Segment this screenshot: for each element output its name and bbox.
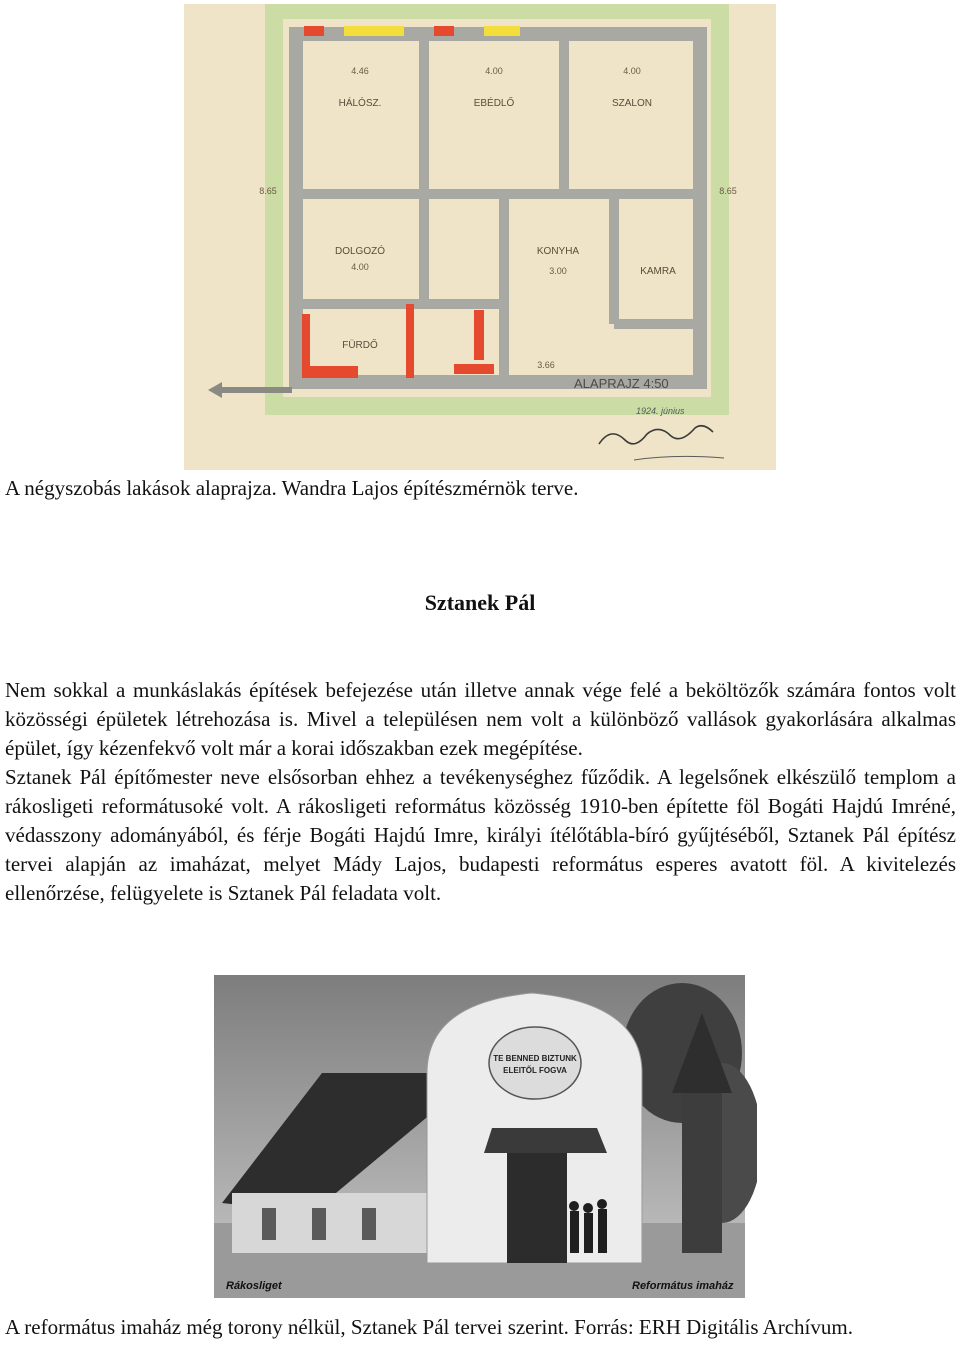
floor-plan-figure: [184, 4, 776, 470]
prayer-house-photo: [202, 963, 757, 1310]
dimension-konyha: 3.00: [549, 266, 567, 276]
room-label-dolgozo: DOLGOZÓ: [334, 246, 386, 257]
entrance-canopy: [484, 1128, 607, 1153]
section-body: [5, 676, 956, 908]
floor-plan-caption: A négyszobás lakások alaprajza. Wandra Lajos építészmérnök terve.: [5, 476, 579, 500]
facade-inscription-line1: TE BENNED BIZTUNK: [493, 1054, 577, 1063]
dimension-top-right: 4.00: [623, 66, 641, 76]
floor-plan-drawing: [184, 4, 776, 470]
dimension-right-side: 8.65: [719, 186, 737, 196]
paragraph-1: Nem sokkal a munkáslakás építések befejezése után illetve annak vége felé a beköltözők számára fontos volt közösségi épületek létrehozása is. Mivel a településen nem volt a különböző vallások gyakorlására alkalmas épület, így kézenfekvő volt már a korai időszakban ezek megépítése.: [5, 678, 956, 760]
section-title: Sztanek Pál: [424, 590, 536, 615]
bell-tower: [682, 1093, 722, 1253]
entrance-door: [507, 1153, 567, 1263]
people-figures: [569, 1199, 607, 1253]
dimension-dolgozo: 4.00: [351, 262, 369, 272]
room-label-furdo: FÜRDŐ: [342, 340, 378, 351]
dimension-bottom: 3.66: [537, 360, 555, 370]
room-label-halo: HÁLÓSZ.: [338, 98, 382, 109]
prayer-house-caption: A református imaház még torony nélkül, Sztanek Pál tervei szerint. Forrás: ERH Digitális Archívum.: [5, 1315, 853, 1339]
room-label-szalon: SZALON: [611, 98, 653, 109]
dimension-top-mid: 4.00: [485, 66, 503, 76]
prayer-house-drawing: [202, 963, 757, 1310]
plan-title: ALAPRAJZ 4:50: [574, 376, 669, 391]
room-label-kamra: KAMRA: [640, 266, 676, 277]
postcard-label-right: Református imaház: [632, 1280, 734, 1292]
facade-inscription-line2: ELEITŐL FOGVA: [503, 1066, 567, 1075]
dimension-left-side: 8.65: [259, 186, 277, 196]
facade-inscription-medallion: [489, 1027, 581, 1099]
paragraph-2: Sztanek Pál építőmester neve elsősorban ehhez a tevékenységhez fűződik. A legelsőnek elkészülő templom a rákosligeti reformátusoké volt. A rákosligeti református közösség 1910-ben építette föl Bogáti Hajdú Imréné, védasszony adományából, és férje Bogáti Hajdú Imre, királyi ítélőtábla-bíró gyűjtéséből, Sztanek Pál építész tervei alapján az imaházat, melyet Mády Lajos, budapesti református esperes avatott föl. A kivitelezés ellenőrzése, felügyelete is Sztanek Pál feladata volt.: [5, 765, 956, 905]
room-label-ebedlo: EBÉDLŐ: [473, 98, 515, 109]
postcard-label-left: Rákosliget: [226, 1280, 282, 1292]
plan-date: 1924. június: [636, 406, 685, 416]
dimension-top-left: 4.46: [351, 66, 369, 76]
room-label-konyha: KONYHA: [536, 246, 580, 257]
